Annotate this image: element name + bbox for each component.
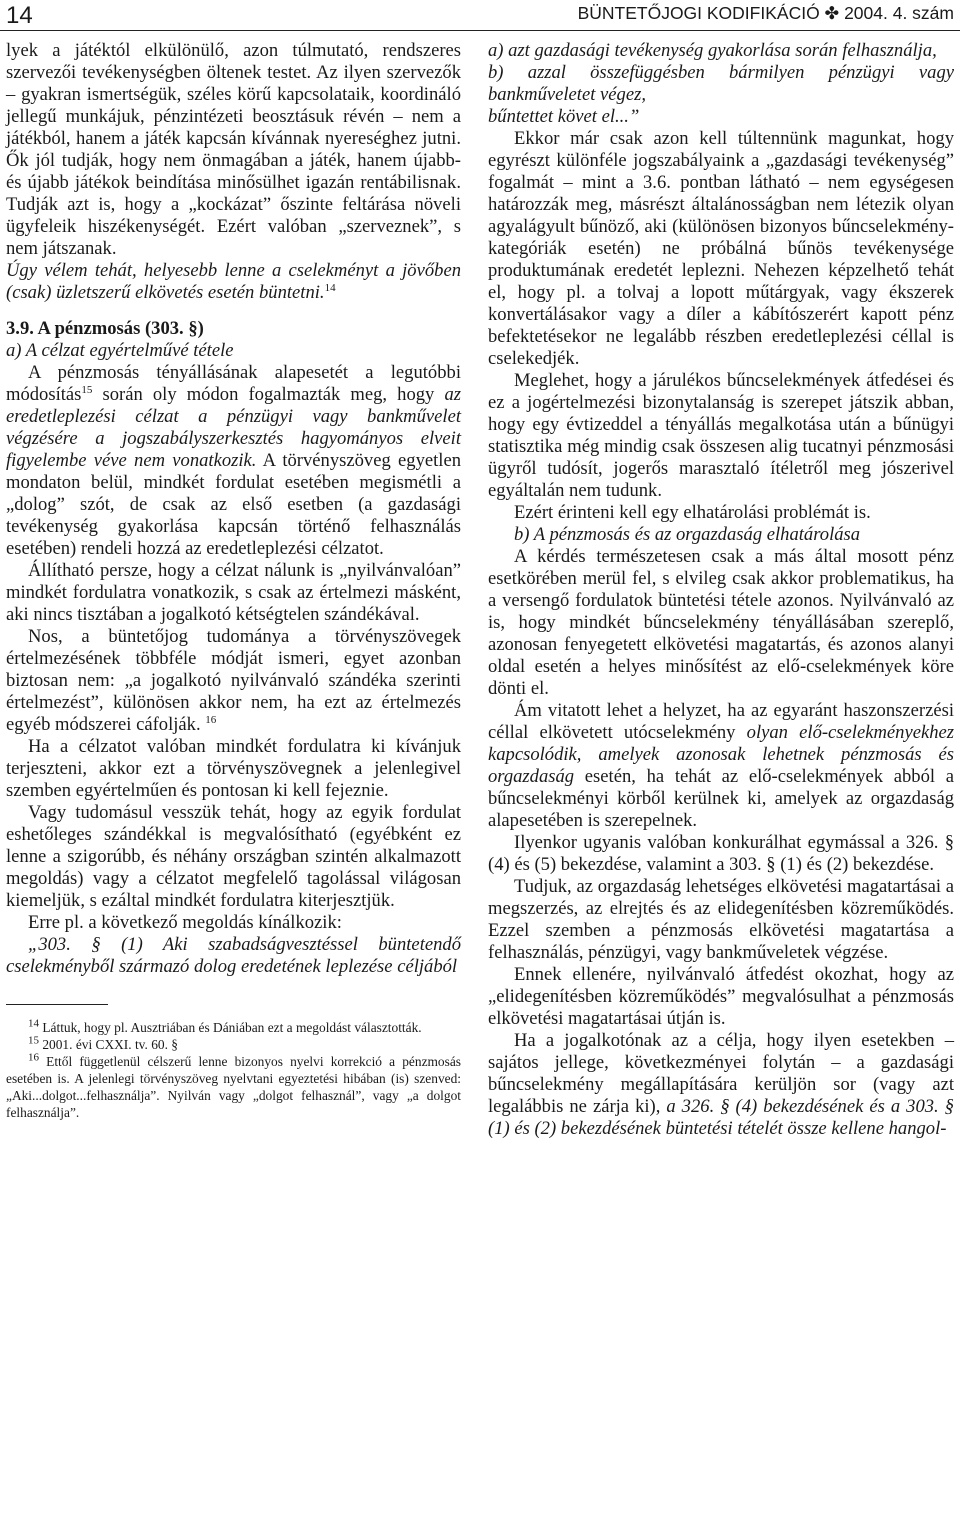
left-paragraph: „303. § (1) Aki szabadságvesztéssel büntetendő cselekményből származó dolog eredetének leplezése céljából [6,934,461,977]
right-paragraph: Ekkor már csak azon kell túltennünk magunkat, hogy egyrészt különféle jogszabályaink a „gazdasági tevékenység” fogalmát – mint a 3.6. pontban látható – nem egységesen határozzák meg, másrészt általánosságban nem létezik olyan agyalágyult bűnöző, aki (különösen bizonyos bűncselekmény-kategóriák esetén) ne próbálná bűnös tevékenysége produktumának eredetét leplezni. Nehezen képzelhető tehát el, hogy pl. a tolvaj a lopott műtárgyak, vagy ékszerek konvertálásakor vagy a díler a kábítószerért kapott pénz befektetésekor ne legalább részben eredetleplezési céllal is cselekedjék. [488,128,954,369]
left-column [6,40,461,1121]
right-paragraph: Ha a jogalkotónak az a célja, hogy ilyen esetekben – sajátos jellege, következményei folytán – a gazdasági bűncselekmény megállapítására kerüljön sor (vagy azt legalábbis ne zárja ki), a 326. § (4) bekezdésének és a 303. § (1) és (2) bekezdésének büntetési tételét össze kellene hangol- [488,1030,954,1139]
right-paragraph: Tudjuk, az orgazdaság lehetséges elkövetési magatartásai a megszerzés, az elrejtés és az elidegenítésben közreműködés. Ezzel szemben a pénzmosás elkövetési magatartása a felhasználás, pénzügyi, vagy bankműveletek végzése. [488,876,954,963]
right-column-body [488,40,954,1140]
left-paragraph: Úgy vélem tehát, helyesebb lenne a cselekményt a jövőben (csak) üzletszerű elkövetés esetén büntetni.$^{14}$ [6,260,461,303]
right-paragraph: A kérdés természetesen csak a más által mosott pénz esetkörében merül fel, s elvileg csak akkor problematikus, ha a versengő fordulatok büntetési tétele azonos. Nyilvánvaló az is, hogy mindkét bűncselekmény tényállásában szereplő, azonosan fenyegetett elkövetési magatartás, és azonos alanyi oldal esetén a helyes minősítést az elő-cselekmények köre dönti el. [488,546,954,699]
left-paragraph: Ha a célzatot valóban mindkét fordulatra ki kívánjuk terjeszteni, akkor ezt a törvényszövegnek a jelenlegivel szemben egyértelműen és pontosan ki kell fejeznie. [6,736,461,801]
right-paragraph: Ilyenkor ugyanis valóban konkurálhat egymással a 326. § (4) és (5) bekezdése, valamint a 303. § (1) és (2) bekezdése. [488,832,954,875]
left-column-body [6,40,461,978]
left-paragraph: Állítható persze, hogy a célzat nálunk is „nyilvánvalóan” mindkét fordulatra vonatkozik, s csak az értelmezi másként, aki nincs tisztában a jogalkotó kétségtelen szándékával. [6,560,461,625]
footnotes [6,1019,461,1121]
right-paragraph: Ezért érinteni kell egy elhatárolási problémát is. [514,502,871,523]
page-number: 14 [6,2,33,29]
left-paragraph: Nos, a büntetőjog tudománya a törvényszövegek értelmezésének többféle módját ismeri, egyet azonban biztosan nem: „a jogalkotó nyilvánvaló szándéka szerinti értelmezést”, különösen akkor nem, ha ezt az értelmezés egyéb módszerei cáfolják. $^{16}$ [6,626,461,735]
left-paragraph: Vagy tudomásul vesszük tehát, hogy az egyik fordulat eshetőleges szándékkal is megvalósítható (egyébként ez lenne a szigorúbb, és néhány országban szintén alkalmazott megoldás) vagy a célzatot megfelelő tagolással világosan kiemeljük, s ezáltal mindkét fordulatra kiterjesztjük. [6,802,461,911]
right-paragraph: Meglehet, hogy a járulékos bűncselekmények átfedései és ez a jogértelmezési bizonytalanság is szerepet játszik abban, hogy egy évtizeddel a tényállás megalkotása után a bűnügyi statisztika még mindig csak összesen alig tucatnyi pénzmosási ügyről tudósít, jogerős marasztaló ítéletről meg jószerivel egyáltalán nem tudunk. [488,370,954,501]
right-paragraph: Ennek ellenére, nyilvánvaló átfedést okozhat, hogy az „elidegenítésben közreműködés” megvalósulhat a pénzmosás elkövetési magatartásai útján is. [488,964,954,1029]
right-paragraph: Ám vitatott lehet a helyzet, ha az egyaránt haszonszerzési céllal elkövetett utócselekmény olyan elő-cselekményekhez kapcsolódik, amelyek azonosak lehetnek pénzmosás és orgazdaság esetén, ha tehát az elő-cselekmények abból a bűncselekményi körből kerülnek ki, amelyek az orgazdaság alapesetében is szerepelnek. [488,700,954,831]
left-paragraph: lyek a játéktól elkülönülő, azon túlmutató, rendszeres szervezői tevékenységben öltenek testet. Az ilyen szervezők – gyakran ismertségük, széles körű kapcsolataik, koordináló jellegű munkájuk, pénzintézeti beosztásuk révén – nem a játékból, hanem a játék kapcsán kívánnak nyereséghez jutni. Ők jól tudják, hogy nem önmagában a játék, hanem újabb- és újabb játékok beindítása minősülhet igazán rentábilisnak. Tudják azt is, hogy a „kockázat” őszinte feltárása növeli ügyfeleik hiszékenységét. Ezért valóban „szerveznek”, s nem játszanak. [6,40,461,259]
footnote: $^{14}$ Láttuk, hogy pl. Ausztriában és Dániában ezt a megoldást választották. [28,1017,422,1035]
left-paragraph: 3.9. A pénzmosás (303. §) [6,318,204,339]
page-header [0,0,960,31]
journal-running-title: BÜNTETŐJOGI KODIFIKÁCIÓ ✤ 2004. 4. szám [577,3,954,23]
left-paragraph: A pénzmosás tényállásának alapesetét a legutóbbi módosítás$^{15}$ során oly módon fogalmazták meg, hogy az eredetleplezési célzat a pénzügyi vagy bankművelet végzésére a jogszabályszerkesztés hagyományos elveit figyelembe véve nem vonatkozik. A törvényszöveg egyetlen mondaton belül, mindkét fordulat esetében megismétli a „dolog” szót, de csak az első esetben (a gazdasági tevékenység gyakorlása kapcsán történő felhasználás esetében) rendeli hozzá az eredetleplezési célzatot. [6,362,461,559]
footnote-separator [6,1004,108,1005]
right-column [488,40,954,1140]
right-paragraph: a) azt gazdasági tevékenység gyakorlása során felhasználja, [488,40,937,61]
right-paragraph: b) A pénzmosás és az orgazdaság elhatárolása [514,524,861,545]
right-paragraph: b) azzal összefüggésben bármilyen pénzügyi vagy bankműveletet végez, [488,62,954,105]
left-paragraph: Erre pl. a következő megoldás kínálkozik: [28,912,342,933]
left-paragraph: a) A célzat egyértelművé tétele [6,340,234,361]
right-paragraph: bűntettet követ el...” [488,106,640,127]
footnote: $^{15}$ 2001. évi CXXI. tv. 60. § [28,1034,178,1052]
footnote: $^{16}$ Ettől függetlenül célszerű lenne bizonyos nyelvi korrekció a pénzmosás esetében is. A jelenlegi törvényszöveg nyelvtani egyeztetési hibában (is) szenved: „Aki...dolgot...felhasználja”. Nyilván vagy „dolgot felhasznál”, vagy „a dolgot felhasználja”. [6,1051,461,1120]
